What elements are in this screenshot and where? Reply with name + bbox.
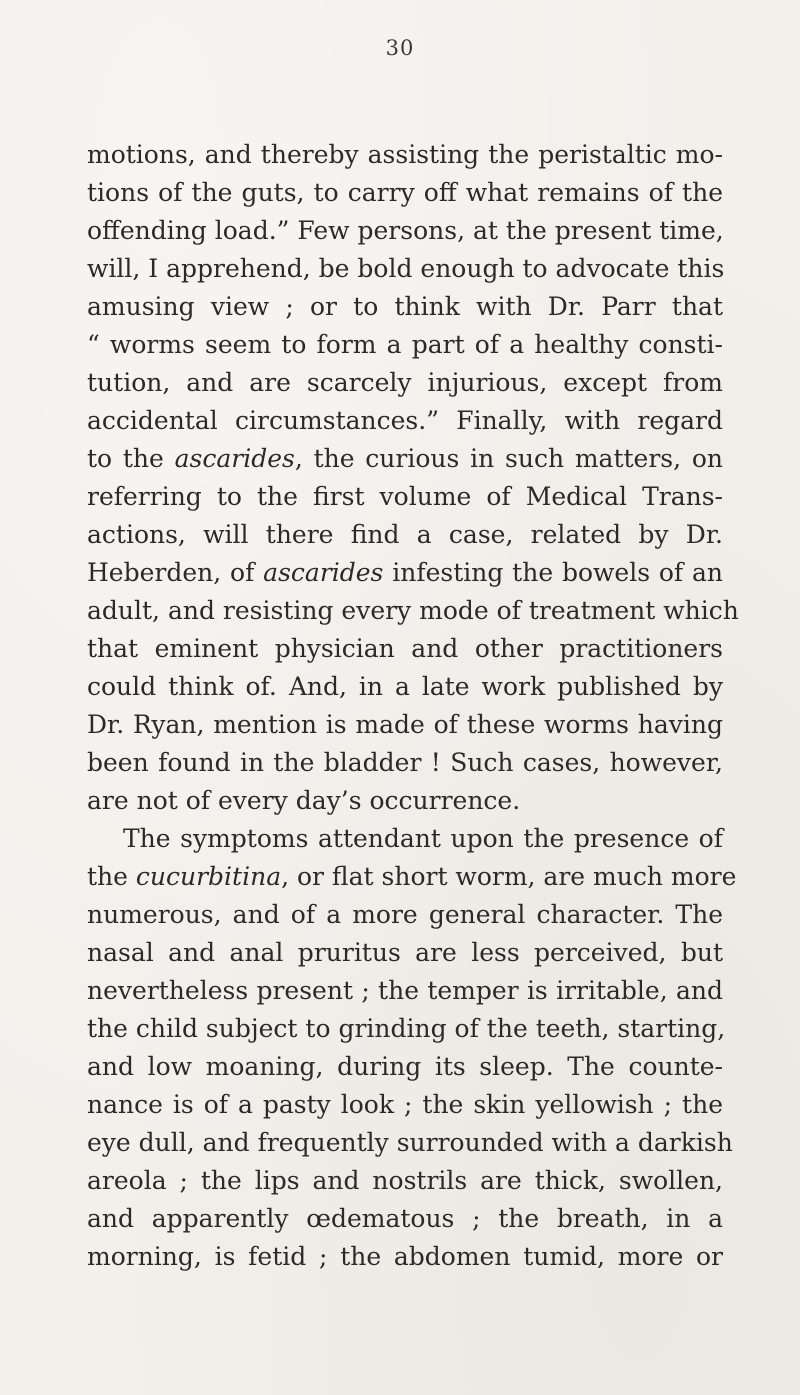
text-line: [87, 136, 723, 174]
text-line: [87, 1200, 723, 1238]
text-run: areola ; the lips and nostrils are thick, swollen,: [87, 1166, 723, 1195]
text-run: infesting the bowels of an: [383, 558, 724, 587]
text-run: the child subject to grinding of the teeth, starting,: [87, 1014, 726, 1043]
text-run: eye dull, and frequently surrounded with a darkish: [87, 1128, 733, 1157]
text-run: The symptoms attendant upon the presence of: [123, 824, 723, 853]
text-run: morning, is fetid ; the abdomen tumid, more or: [87, 1242, 723, 1271]
italic-term: ascarides: [263, 558, 384, 587]
text-run: adult, and resisting every mode of treatment which: [87, 596, 739, 625]
text-run: to the: [87, 444, 175, 473]
text-run: referring to the first volume of Medical Trans-: [87, 482, 723, 511]
text-run: that eminent physician and other practitioners: [87, 634, 723, 663]
text-run: the: [87, 862, 136, 891]
text-run: actions, will there find a case, related by Dr.: [87, 520, 723, 549]
italic-term: ascarides: [174, 444, 295, 473]
text-run: will, I apprehend, be bold enough to advocate this: [87, 254, 725, 283]
text-line: [87, 554, 723, 592]
text-run: offending load.” Few persons, at the present time,: [87, 216, 724, 245]
text-line: [87, 516, 723, 554]
text-run: are not of every day’s occurrence.: [87, 786, 521, 815]
text-run: nevertheless present ; the temper is irritable, and: [87, 976, 723, 1005]
text-run: could think of. And, in a late work published by: [87, 672, 723, 701]
text-line: [87, 630, 723, 668]
text-run: nance is of a pasty look ; the skin yellowish ; the: [87, 1090, 723, 1119]
text-line: [87, 972, 723, 1010]
text-run: numerous, and of a more general character. The: [87, 900, 723, 929]
text-line: [87, 820, 723, 858]
body-text: [87, 136, 739, 1276]
text-line: [87, 174, 723, 212]
text-line: [87, 1010, 726, 1048]
text-line: [87, 1162, 723, 1200]
text-line: [87, 1086, 723, 1124]
text-line: [87, 478, 723, 516]
text-run: tution, and are scarcely injurious, except from: [87, 368, 723, 397]
text-line: [87, 212, 723, 250]
text-run: accidental circumstances.” Finally, with regard: [87, 406, 723, 435]
text-line: [87, 782, 723, 820]
text-run: tions of the guts, to carry off what remains of the: [87, 178, 723, 207]
text-line: [87, 1124, 733, 1162]
text-run: and apparently œdematous ; the breath, in a: [87, 1204, 723, 1233]
text-run: amusing view ; or to think with Dr. Parr that: [87, 292, 723, 321]
text-line: [87, 896, 723, 934]
text-line: [87, 858, 737, 896]
text-line: [87, 744, 723, 782]
text-run: and low moaning, during its sleep. The counte-: [87, 1052, 723, 1081]
text-run: been found in the bladder ! Such cases, however,: [87, 748, 723, 777]
text-run: motions, and thereby assisting the peristaltic mo-: [87, 140, 723, 169]
text-line: [87, 364, 723, 402]
text-line: [87, 1048, 723, 1086]
text-line: [87, 288, 723, 326]
text-run: Heberden, of: [87, 558, 264, 587]
text-run: , the curious in such matters, on: [294, 444, 724, 473]
text-line: [87, 934, 723, 972]
text-run: Dr. Ryan, mention is made of these worms having: [87, 710, 723, 739]
text-line: [87, 402, 723, 440]
text-line: [87, 668, 723, 706]
text-line: [87, 1238, 723, 1276]
text-line: [87, 250, 723, 288]
text-run: “ worms seem to form a part of a healthy consti-: [87, 330, 723, 359]
text-line: [87, 706, 723, 744]
text-run: nasal and anal pruritus are less perceived, but: [87, 938, 723, 967]
page-number: 30: [385, 36, 415, 60]
text-line: [87, 326, 723, 364]
italic-term: cucurbitina: [135, 862, 282, 891]
text-run: , or flat short worm, are much more: [281, 862, 737, 891]
text-line: [87, 440, 723, 478]
text-line: [87, 592, 739, 630]
